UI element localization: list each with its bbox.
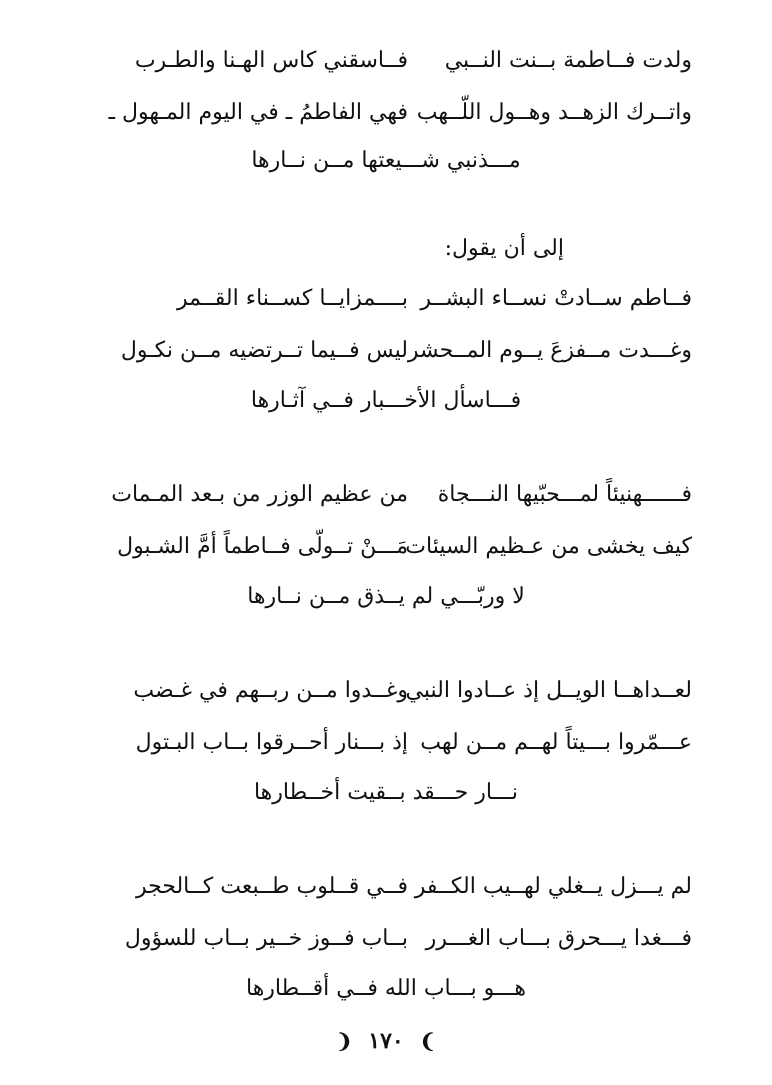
verse-2-2-right: وغـــدت مــفزعَ يــوم المــحشر — [407, 338, 692, 363]
refrain-4: نـــار حـــقد بــقيت أخــطارها — [253, 780, 519, 805]
verse-4-2-right: عـــمّروا بـــيتاً لهــم مــن لهب — [420, 730, 692, 755]
verse-3-2-right: كيف يخشى من عـظيم السيئات — [405, 534, 692, 559]
refrain-1: مـــذنبي شـــيعتها مــن نــارها — [251, 148, 521, 173]
ornament-right-icon: ❩ — [419, 1029, 437, 1053]
verse-2-2-left: ليس فــيما تــرتضيه مــن نكـول — [120, 338, 408, 363]
verse-5-1-left: فــي قــلوب طــبعت كــالحجر — [135, 874, 408, 899]
refrain-3: لا وربّـــي لم يــذق مــن نــارها — [247, 584, 525, 609]
ornament-left-icon: ❨ — [335, 1029, 353, 1053]
page-number-text: ١٧٠ — [368, 1028, 404, 1054]
verse-4-1-left: وغــدوا مــن ربــهم في غـضب — [133, 678, 408, 703]
refrain-5: هـــو بـــاب الله فــي أقــطارها — [246, 976, 526, 1001]
verse-5-2-right: فـــغدا يـــحرق بـــاب الغـــرر — [425, 926, 692, 951]
verse-1-1-right: ولدت فــاطمة بــنت النــبي — [444, 48, 692, 73]
verse-3-2-left: مَـــنْ تــولّى فــاطماً أمَّ الشـبول — [117, 534, 408, 559]
page-number — [0, 1028, 772, 1054]
verse-2-1-left: بــــمزايــا كســناء القــمر — [177, 286, 408, 311]
verse-1-2-right: واتــرك الزهــد وهــول اللّــهب — [416, 100, 692, 125]
verse-1-1-left: فــاسقني كاس الهـنا والطـرب — [134, 48, 408, 73]
verse-4-1-right: لعــداهــا الويــل إذ عــادوا النبي — [405, 678, 692, 703]
verse-1-2-left: فهي الفاطمُ ـ في اليوم المـهول ـ — [108, 100, 408, 125]
verse-5-1-right: لم يـــزل يــغلي لهــيب الكــفر — [414, 874, 692, 899]
verse-3-1-left: من عظيم الوزر من بـعد المـمات — [111, 482, 408, 507]
refrain-2: فـــاسأل الأخـــبار فــي آثـارها — [250, 388, 522, 413]
intro-text: إلى أن يقول: — [444, 236, 564, 261]
verse-4-2-left: إذ بـــنار أحــرقوا بــاب البـتول — [135, 730, 408, 755]
verse-3-1-right: فــــــهنيئاً لمـــحبّيها النـــجاة — [437, 482, 692, 507]
verse-2-1-right: فــاطم ســادتْ نســاء البشــر — [420, 286, 692, 311]
verse-5-2-left: بــاب فــوز خــير بــاب للسؤول — [124, 926, 408, 951]
